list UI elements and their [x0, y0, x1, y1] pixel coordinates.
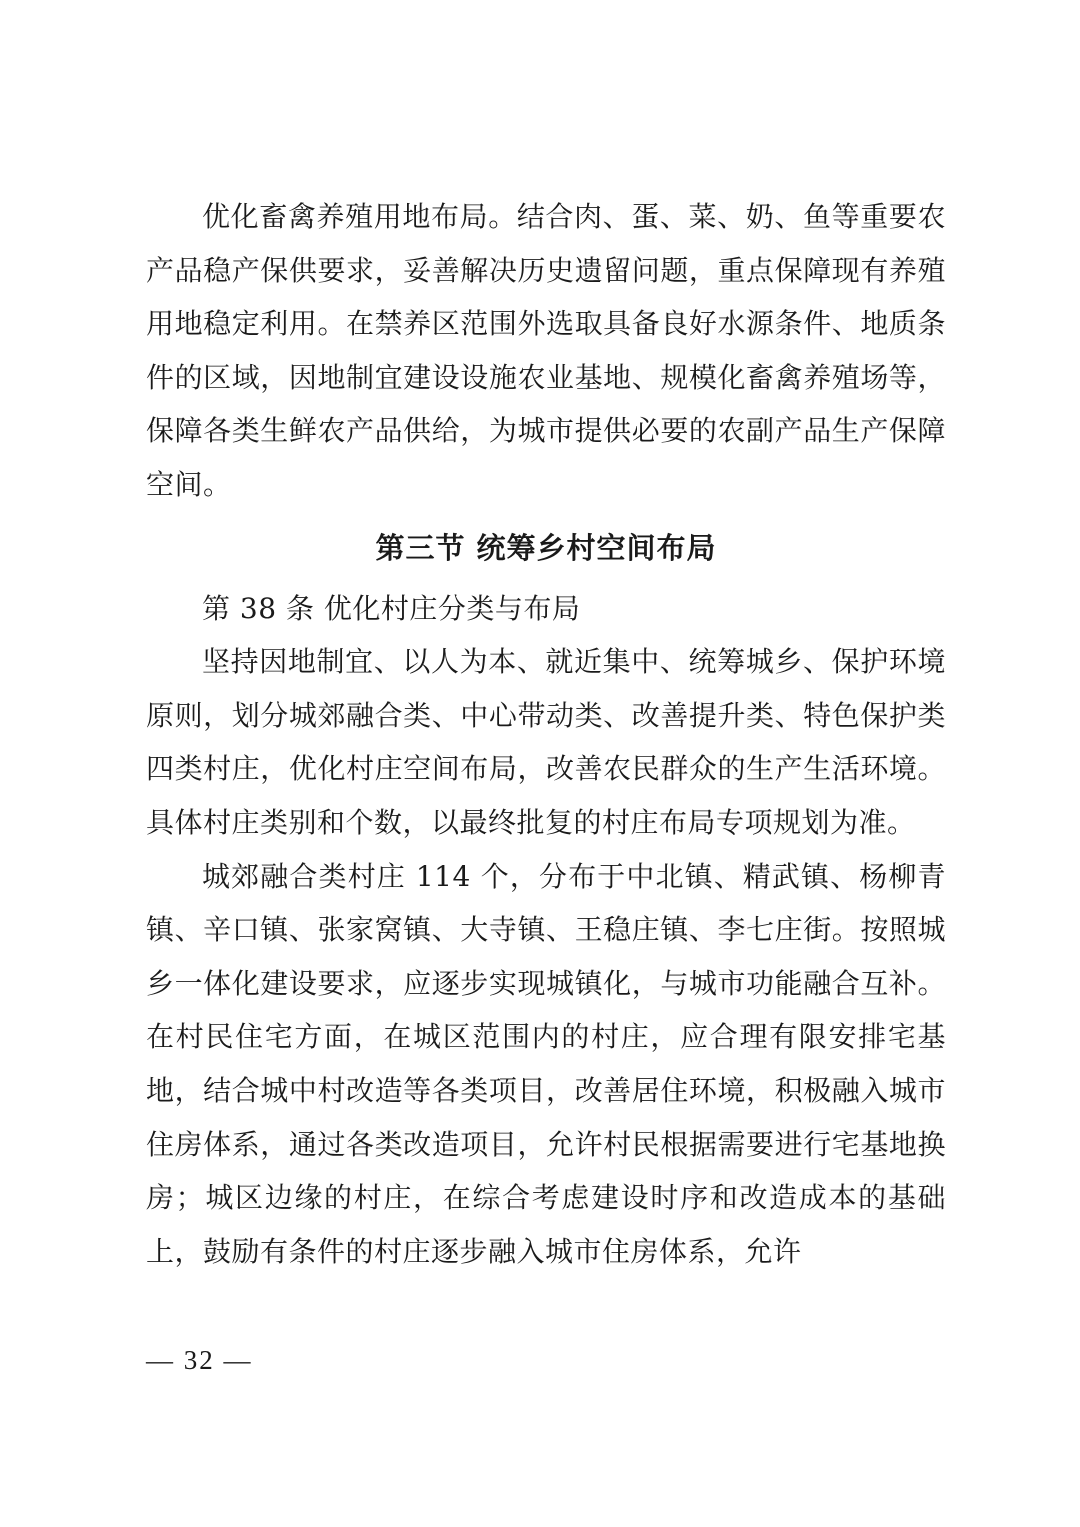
article-title: 第 38 条 优化村庄分类与布局: [202, 591, 581, 625]
section-title: 第三节 统筹乡村空间布局: [375, 530, 717, 565]
page-number: — 32 —: [146, 1345, 253, 1375]
paragraph-livestock-land: 优化畜禽养殖用地布局。结合肉、蛋、菜、奶、鱼等重要农产品稳产保供要求，妥善解决历史遗留问题，重点保障现有养殖用地稳定利用。在禁养区范围外选取具备良好水源条件、地质条件的区域，因地制宜建设设施农业基地、规模化畜禽养殖场等，保障各类生鲜农产品供给，为城市提供必要的农副产品生产保障空间。: [146, 200, 946, 501]
document-body: [146, 190, 946, 1278]
paragraph-suburban-villages: 城郊融合类村庄 114 个，分布于中北镇、精武镇、杨柳青镇、辛口镇、张家窝镇、大寺镇、王稳庄镇、李七庄街。按照城乡一体化建设要求，应逐步实现城镇化，与城市功能融合互补。在村民住宅方面，在城区范围内的村庄，应合理有限安排宅基地，结合城中村改造等各类项目，改善居住环境，积极融入城市住房体系，通过各类改造项目，允许村民根据需要进行宅基地换房；城区边缘的村庄，在综合考虑建设时序和改造成本的基础上，鼓励有条件的村庄逐步融入城市住房体系，允许: [146, 859, 946, 1268]
paragraph-village-classification: 坚持因地制宜、以人为本、就近集中、统筹城乡、保护环境原则，划分城郊融合类、中心带动类、改善提升类、特色保护类四类村庄，优化村庄空间布局，改善农民群众的生产生活环境。具体村庄类别和个数，以最终批复的村庄布局专项规划为准。: [146, 645, 946, 839]
